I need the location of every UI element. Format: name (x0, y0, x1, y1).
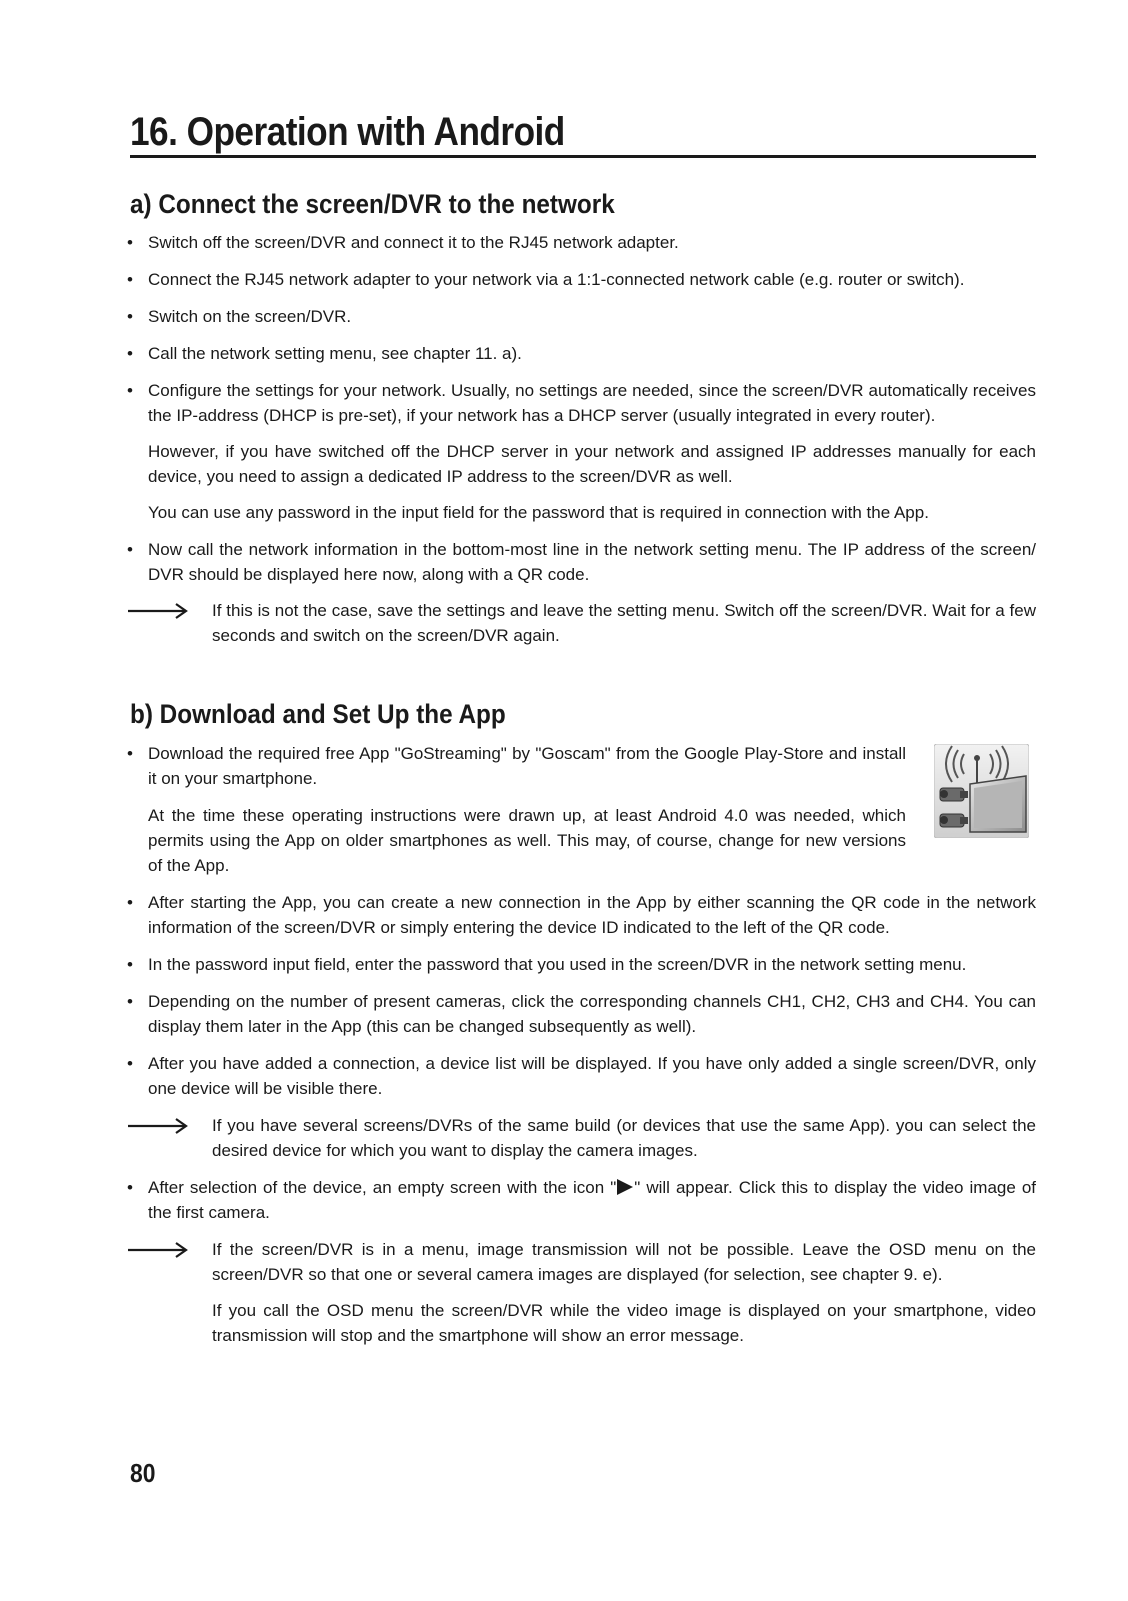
bullet: • (127, 540, 133, 559)
section-b-heading: b) Download and Set Up the App (130, 699, 506, 729)
bullet: • (127, 270, 133, 289)
bullet: • (127, 381, 133, 400)
bullet: • (127, 893, 133, 912)
bullet: • (127, 992, 133, 1011)
section-a-heading: a) Connect the screen/DVR to the network (130, 189, 615, 219)
arrow-right-icon (128, 602, 190, 620)
arrow-right-icon (128, 1117, 190, 1135)
bullet: • (127, 744, 133, 763)
play-triangle-icon (616, 1179, 634, 1195)
bullet: • (127, 233, 133, 252)
page-title: 16. Operation with Android (130, 110, 565, 154)
bullet: • (127, 344, 133, 363)
title-rule (130, 155, 1036, 158)
bullet: • (127, 1054, 133, 1073)
bullet: • (127, 307, 133, 326)
bullet: • (127, 1178, 133, 1197)
page-number: 80 (130, 1458, 156, 1488)
bullet: • (127, 955, 133, 974)
wireless-camera-monitor-icon (934, 744, 1029, 838)
arrow-right-icon (128, 1241, 190, 1259)
